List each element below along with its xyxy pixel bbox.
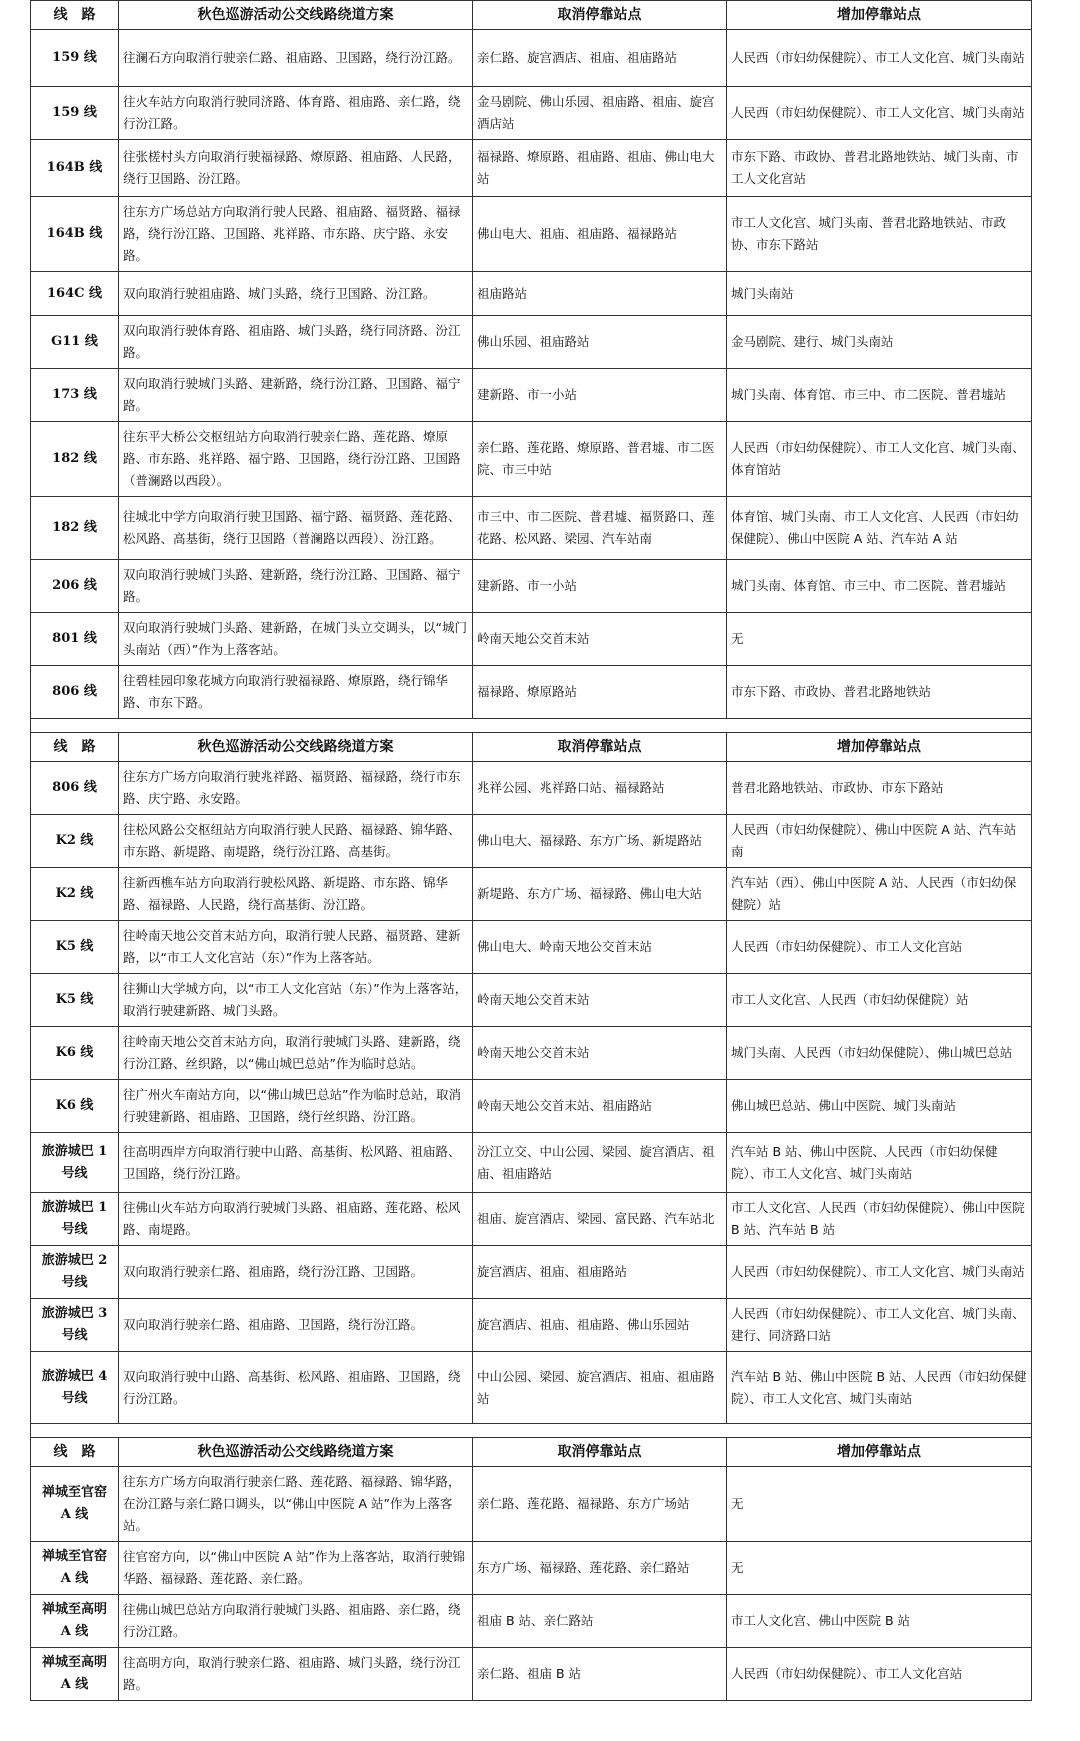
route-cell: 806 线 <box>31 762 119 815</box>
add-stops-cell: 城门头南、体育馆、市三中、市二医院、普君墟站 <box>727 560 1032 613</box>
cancel-stops-cell: 兆祥公园、兆祥路口站、福禄路站 <box>473 762 727 815</box>
plan-cell: 往城北中学方向取消行驶卫国路、福宁路、福贤路、莲花路、松风路、高基街，绕行卫国路（普澜路以西段）、汾江路。 <box>119 497 473 560</box>
add-stops-cell: 人民西（市妇幼保健院）、佛山中医院 A 站、汽车站南 <box>727 815 1032 868</box>
table-row <box>31 422 1032 497</box>
table-row <box>31 272 1032 316</box>
route-cell: K6 线 <box>31 1080 119 1133</box>
section-gap-cell <box>31 719 1032 733</box>
section-gap <box>31 719 1032 733</box>
add-stops-cell: 金马剧院、建行、城门头南站 <box>727 316 1032 369</box>
cancel-stops-cell: 建新路、市一小站 <box>473 560 727 613</box>
add-stops-cell: 市工人文化宫、城门头南、普君北路地铁站、市政协、市东下路站 <box>727 197 1032 272</box>
plan-cell: 往岭南天地公交首末站方向，取消行驶城门头路、建新路，绕行汾江路、丝织路，以“佛山城巴总站”作为临时总站。 <box>119 1027 473 1080</box>
plan-cell: 往东方广场方向取消行驶兆祥路、福贤路、福禄路，绕行市东路、庆宁路、永安路。 <box>119 762 473 815</box>
add-stops-cell: 城门头南站 <box>727 272 1032 316</box>
add-stops-cell: 无 <box>727 1467 1032 1542</box>
cancel-stops-cell: 旋宫酒店、祖庙、祖庙路、佛山乐园站 <box>473 1299 727 1352</box>
add-stops-cell: 市工人文化宫、人民西（市妇幼保健院）、佛山中医院 B 站、汽车站 B 站 <box>727 1193 1032 1246</box>
route-cell: 159 线 <box>31 87 119 140</box>
add-stops-cell: 汽车站（西）、佛山中医院 A 站、人民西（市妇幼保健院）站 <box>727 868 1032 921</box>
add-stops-cell: 市工人文化宫、佛山中医院 B 站 <box>727 1595 1032 1648</box>
table-row <box>31 1193 1032 1246</box>
route-cell: 旅游城巴 3 号线 <box>31 1299 119 1352</box>
route-cell: 旅游城巴 1 号线 <box>31 1133 119 1193</box>
add-stops-cell: 人民西（市妇幼保健院）、市工人文化宫、城门头南、建行、同济路口站 <box>727 1299 1032 1352</box>
route-cell: 禅城至官窑 A 线 <box>31 1542 119 1595</box>
plan-cell: 双向取消行驶祖庙路、城门头路，绕行卫国路、汾江路。 <box>119 272 473 316</box>
section-gap-cell <box>31 1424 1032 1438</box>
table-row <box>31 1027 1032 1080</box>
add-stops-cell: 市东下路、市政协、普君北路地铁站 <box>727 666 1032 719</box>
header-add-stops: 增加停靠站点 <box>727 1438 1032 1467</box>
table-row <box>31 1467 1032 1542</box>
plan-cell: 双向取消行驶中山路、高基街、松风路、祖庙路、卫国路，绕行汾江路。 <box>119 1352 473 1424</box>
cancel-stops-cell: 祖庙、旋宫酒店、梁园、富民路、汽车站北 <box>473 1193 727 1246</box>
cancel-stops-cell: 福禄路、燎原路站 <box>473 666 727 719</box>
add-stops-cell: 人民西（市妇幼保健院）、市工人文化宫、城门头南站 <box>727 30 1032 87</box>
table-row <box>31 868 1032 921</box>
route-cell: 806 线 <box>31 666 119 719</box>
add-stops-cell: 汽车站 B 站、佛山中医院、人民西（市妇幼保健院）、市工人文化宫、城门头南站 <box>727 1133 1032 1193</box>
route-cell: 173 线 <box>31 369 119 422</box>
add-stops-cell: 人民西（市妇幼保健院）、市工人文化宫站 <box>727 921 1032 974</box>
add-stops-cell: 普君北路地铁站、市政协、市东下路站 <box>727 762 1032 815</box>
plan-cell: 双向取消行驶体育路、祖庙路、城门头路，绕行同济路、汾江路。 <box>119 316 473 369</box>
plan-cell: 往官窑方向，以“佛山中医院 A 站”作为上落客站，取消行驶锦华路、福禄路、莲花路、亲仁路。 <box>119 1542 473 1595</box>
plan-cell: 往澜石方向取消行驶亲仁路、祖庙路、卫国路，绕行汾江路。 <box>119 30 473 87</box>
route-cell: 禅城至高明 A 线 <box>31 1595 119 1648</box>
add-stops-cell: 市工人文化宫、人民西（市妇幼保健院）站 <box>727 974 1032 1027</box>
cancel-stops-cell: 岭南天地公交首末站、祖庙路站 <box>473 1080 727 1133</box>
route-cell: 182 线 <box>31 422 119 497</box>
route-cell: K5 线 <box>31 974 119 1027</box>
table-row <box>31 1080 1032 1133</box>
cancel-stops-cell: 佛山电大、祖庙、祖庙路、福禄路站 <box>473 197 727 272</box>
plan-cell: 往新西樵车站方向取消行驶松风路、新堤路、市东路、锦华路、福禄路、人民路，绕行高基街、汾江路。 <box>119 868 473 921</box>
plan-cell: 往广州火车南站方向，以“佛山城巴总站”作为临时总站，取消行驶建新路、祖庙路、卫国路，绕行丝织路、汾江路。 <box>119 1080 473 1133</box>
section-gap <box>31 1424 1032 1438</box>
header-route: 线 路 <box>31 1438 119 1467</box>
table-row <box>31 1542 1032 1595</box>
add-stops-cell: 城门头南、人民西（市妇幼保健院）、佛山城巴总站 <box>727 1027 1032 1080</box>
route-cell: K5 线 <box>31 921 119 974</box>
add-stops-cell: 无 <box>727 1542 1032 1595</box>
table-row <box>31 316 1032 369</box>
cancel-stops-cell: 祖庙 B 站、亲仁路站 <box>473 1595 727 1648</box>
header-cancel-stops: 取消停靠站点 <box>473 733 727 762</box>
cancel-stops-cell: 福禄路、燎原路、祖庙路、祖庙、佛山电大站 <box>473 140 727 197</box>
header-route: 线 路 <box>31 733 119 762</box>
add-stops-cell: 佛山城巴总站、佛山中医院、城门头南站 <box>727 1080 1032 1133</box>
table-row <box>31 1648 1032 1701</box>
header-plan: 秋色巡游活动公交线路绕道方案 <box>119 1 473 30</box>
cancel-stops-cell: 亲仁路、莲花路、福禄路、东方广场站 <box>473 1467 727 1542</box>
table-row <box>31 921 1032 974</box>
table-header-row <box>31 733 1032 762</box>
route-cell: 182 线 <box>31 497 119 560</box>
table-row <box>31 497 1032 560</box>
header-cancel-stops: 取消停靠站点 <box>473 1438 727 1467</box>
cancel-stops-cell: 亲仁路、旋宫酒店、祖庙、祖庙路站 <box>473 30 727 87</box>
header-plan: 秋色巡游活动公交线路绕道方案 <box>119 1438 473 1467</box>
plan-cell: 往佛山火车站方向取消行驶城门头路、祖庙路、莲花路、松风路、南堤路。 <box>119 1193 473 1246</box>
add-stops-cell: 体育馆、城门头南、市工人文化宫、人民西（市妇幼保健院）、佛山中医院 A 站、汽车站 A 站 <box>727 497 1032 560</box>
header-add-stops: 增加停靠站点 <box>727 1 1032 30</box>
route-cell: G11 线 <box>31 316 119 369</box>
cancel-stops-cell: 金马剧院、佛山乐园、祖庙路、祖庙、旋宫酒店站 <box>473 87 727 140</box>
route-cell: 164B 线 <box>31 197 119 272</box>
cancel-stops-cell: 亲仁路、祖庙 B 站 <box>473 1648 727 1701</box>
cancel-stops-cell: 岭南天地公交首末站 <box>473 974 727 1027</box>
route-cell: 206 线 <box>31 560 119 613</box>
route-cell: 159 线 <box>31 30 119 87</box>
table-row <box>31 974 1032 1027</box>
table-header-row <box>31 1 1032 30</box>
cancel-stops-cell: 亲仁路、莲花路、燎原路、普君墟、市二医院、市三中站 <box>473 422 727 497</box>
route-cell: 旅游城巴 4 号线 <box>31 1352 119 1424</box>
table-row <box>31 1595 1032 1648</box>
route-cell: K6 线 <box>31 1027 119 1080</box>
plan-cell: 往狮山大学城方向，以“市工人文化宫站（东）”作为上落客站，取消行驶建新路、城门头路。 <box>119 974 473 1027</box>
route-cell: 禅城至高明 A 线 <box>31 1648 119 1701</box>
table-row <box>31 87 1032 140</box>
plan-cell: 双向取消行驶城门头路、建新路，绕行汾江路、卫国路、福宁路。 <box>119 369 473 422</box>
table-row <box>31 140 1032 197</box>
add-stops-cell: 汽车站 B 站、佛山中医院 B 站、人民西（市妇幼保健院）、市工人文化宫、城门头南站 <box>727 1352 1032 1424</box>
table-row <box>31 1299 1032 1352</box>
add-stops-cell: 城门头南、体育馆、市三中、市二医院、普君墟站 <box>727 369 1032 422</box>
add-stops-cell: 人民西（市妇幼保健院）、市工人文化宫、城门头南、体育馆站 <box>727 422 1032 497</box>
plan-cell: 往东方广场总站方向取消行驶人民路、祖庙路、福贤路、福禄路，绕行汾江路、卫国路、兆祥路、市东路、庆宁路、永安路。 <box>119 197 473 272</box>
add-stops-cell: 无 <box>727 613 1032 666</box>
cancel-stops-cell: 佛山电大、岭南天地公交首末站 <box>473 921 727 974</box>
table-row <box>31 1133 1032 1193</box>
route-cell: 164C 线 <box>31 272 119 316</box>
route-cell: 旅游城巴 1 号线 <box>31 1193 119 1246</box>
table-row <box>31 1352 1032 1424</box>
cancel-stops-cell: 东方广场、福禄路、莲花路、亲仁路站 <box>473 1542 727 1595</box>
add-stops-cell: 人民西（市妇幼保健院）、市工人文化宫、城门头南站 <box>727 1246 1032 1299</box>
plan-cell: 往高明西岸方向取消行驶中山路、高基街、松风路、祖庙路、卫国路，绕行汾江路。 <box>119 1133 473 1193</box>
table-row <box>31 613 1032 666</box>
plan-cell: 双向取消行驶城门头路、建新路，在城门头立交调头，以“城门头南站（西）”作为上落客站。 <box>119 613 473 666</box>
table-row <box>31 197 1032 272</box>
header-plan: 秋色巡游活动公交线路绕道方案 <box>119 733 473 762</box>
cancel-stops-cell: 汾江立交、中山公园、梁园、旋宫酒店、祖庙、祖庙路站 <box>473 1133 727 1193</box>
add-stops-cell: 人民西（市妇幼保健院）、市工人文化宫、城门头南站 <box>727 87 1032 140</box>
cancel-stops-cell: 旋宫酒店、祖庙、祖庙路站 <box>473 1246 727 1299</box>
header-add-stops: 增加停靠站点 <box>727 733 1032 762</box>
cancel-stops-cell: 岭南天地公交首末站 <box>473 613 727 666</box>
route-cell: 164B 线 <box>31 140 119 197</box>
plan-cell: 往碧桂园印象花城方向取消行驶福禄路、燎原路，绕行锦华路、市东下路。 <box>119 666 473 719</box>
plan-cell: 双向取消行驶亲仁路、祖庙路、卫国路，绕行汾江路。 <box>119 1299 473 1352</box>
table-row <box>31 369 1032 422</box>
plan-cell: 往岭南天地公交首末站方向，取消行驶人民路、福贤路、建新路，以“市工人文化宫站（东）”作为上落客站。 <box>119 921 473 974</box>
cancel-stops-cell: 岭南天地公交首末站 <box>473 1027 727 1080</box>
table-row <box>31 666 1032 719</box>
cancel-stops-cell: 佛山电大、福禄路、东方广场、新堤路站 <box>473 815 727 868</box>
table-header-row <box>31 1438 1032 1467</box>
plan-cell: 往火车站方向取消行驶同济路、体育路、祖庙路、亲仁路，绕行汾江路。 <box>119 87 473 140</box>
cancel-stops-cell: 建新路、市一小站 <box>473 369 727 422</box>
route-cell: K2 线 <box>31 815 119 868</box>
plan-cell: 往佛山城巴总站方向取消行驶城门头路、祖庙路、亲仁路，绕行汾江路。 <box>119 1595 473 1648</box>
plan-cell: 往松风路公交枢纽站方向取消行驶人民路、福禄路、锦华路、市东路、新堤路、南堤路，绕行汾江路、高基街。 <box>119 815 473 868</box>
plan-cell: 往东方广场方向取消行驶亲仁路、莲花路、福禄路、锦华路，在汾江路与亲仁路口调头，以“佛山中医院 A 站”作为上落客站。 <box>119 1467 473 1542</box>
detour-table-sheet <box>30 0 1031 1701</box>
plan-cell: 双向取消行驶亲仁路、祖庙路，绕行汾江路、卫国路。 <box>119 1246 473 1299</box>
header-route: 线 路 <box>31 1 119 30</box>
table-row <box>31 560 1032 613</box>
table-row <box>31 30 1032 87</box>
route-cell: 禅城至官窑 A 线 <box>31 1467 119 1542</box>
route-cell: K2 线 <box>31 868 119 921</box>
table-row <box>31 815 1032 868</box>
add-stops-cell: 市东下路、市政协、普君北路地铁站、城门头南、市工人文化宫站 <box>727 140 1032 197</box>
cancel-stops-cell: 祖庙路站 <box>473 272 727 316</box>
add-stops-cell: 人民西（市妇幼保健院）、市工人文化宫站 <box>727 1648 1032 1701</box>
route-cell: 801 线 <box>31 613 119 666</box>
plan-cell: 往高明方向，取消行驶亲仁路、祖庙路、城门头路，绕行汾江路。 <box>119 1648 473 1701</box>
route-cell: 旅游城巴 2 号线 <box>31 1246 119 1299</box>
bus-detour-table <box>30 0 1032 1701</box>
table-row <box>31 762 1032 815</box>
cancel-stops-cell: 中山公园、梁园、旋宫酒店、祖庙、祖庙路站 <box>473 1352 727 1424</box>
cancel-stops-cell: 佛山乐园、祖庙路站 <box>473 316 727 369</box>
cancel-stops-cell: 市三中、市二医院、普君墟、福贤路口、莲花路、松风路、梁园、汽车站南 <box>473 497 727 560</box>
plan-cell: 往张槎村头方向取消行驶福禄路、燎原路、祖庙路、人民路，绕行卫国路、汾江路。 <box>119 140 473 197</box>
table-row <box>31 1246 1032 1299</box>
plan-cell: 往东平大桥公交枢纽站方向取消行驶亲仁路、莲花路、燎原路、市东路、兆祥路、福宁路、卫国路，绕行汾江路、卫国路（普澜路以西段）。 <box>119 422 473 497</box>
cancel-stops-cell: 新堤路、东方广场、福禄路、佛山电大站 <box>473 868 727 921</box>
header-cancel-stops: 取消停靠站点 <box>473 1 727 30</box>
plan-cell: 双向取消行驶城门头路、建新路，绕行汾江路、卫国路、福宁路。 <box>119 560 473 613</box>
